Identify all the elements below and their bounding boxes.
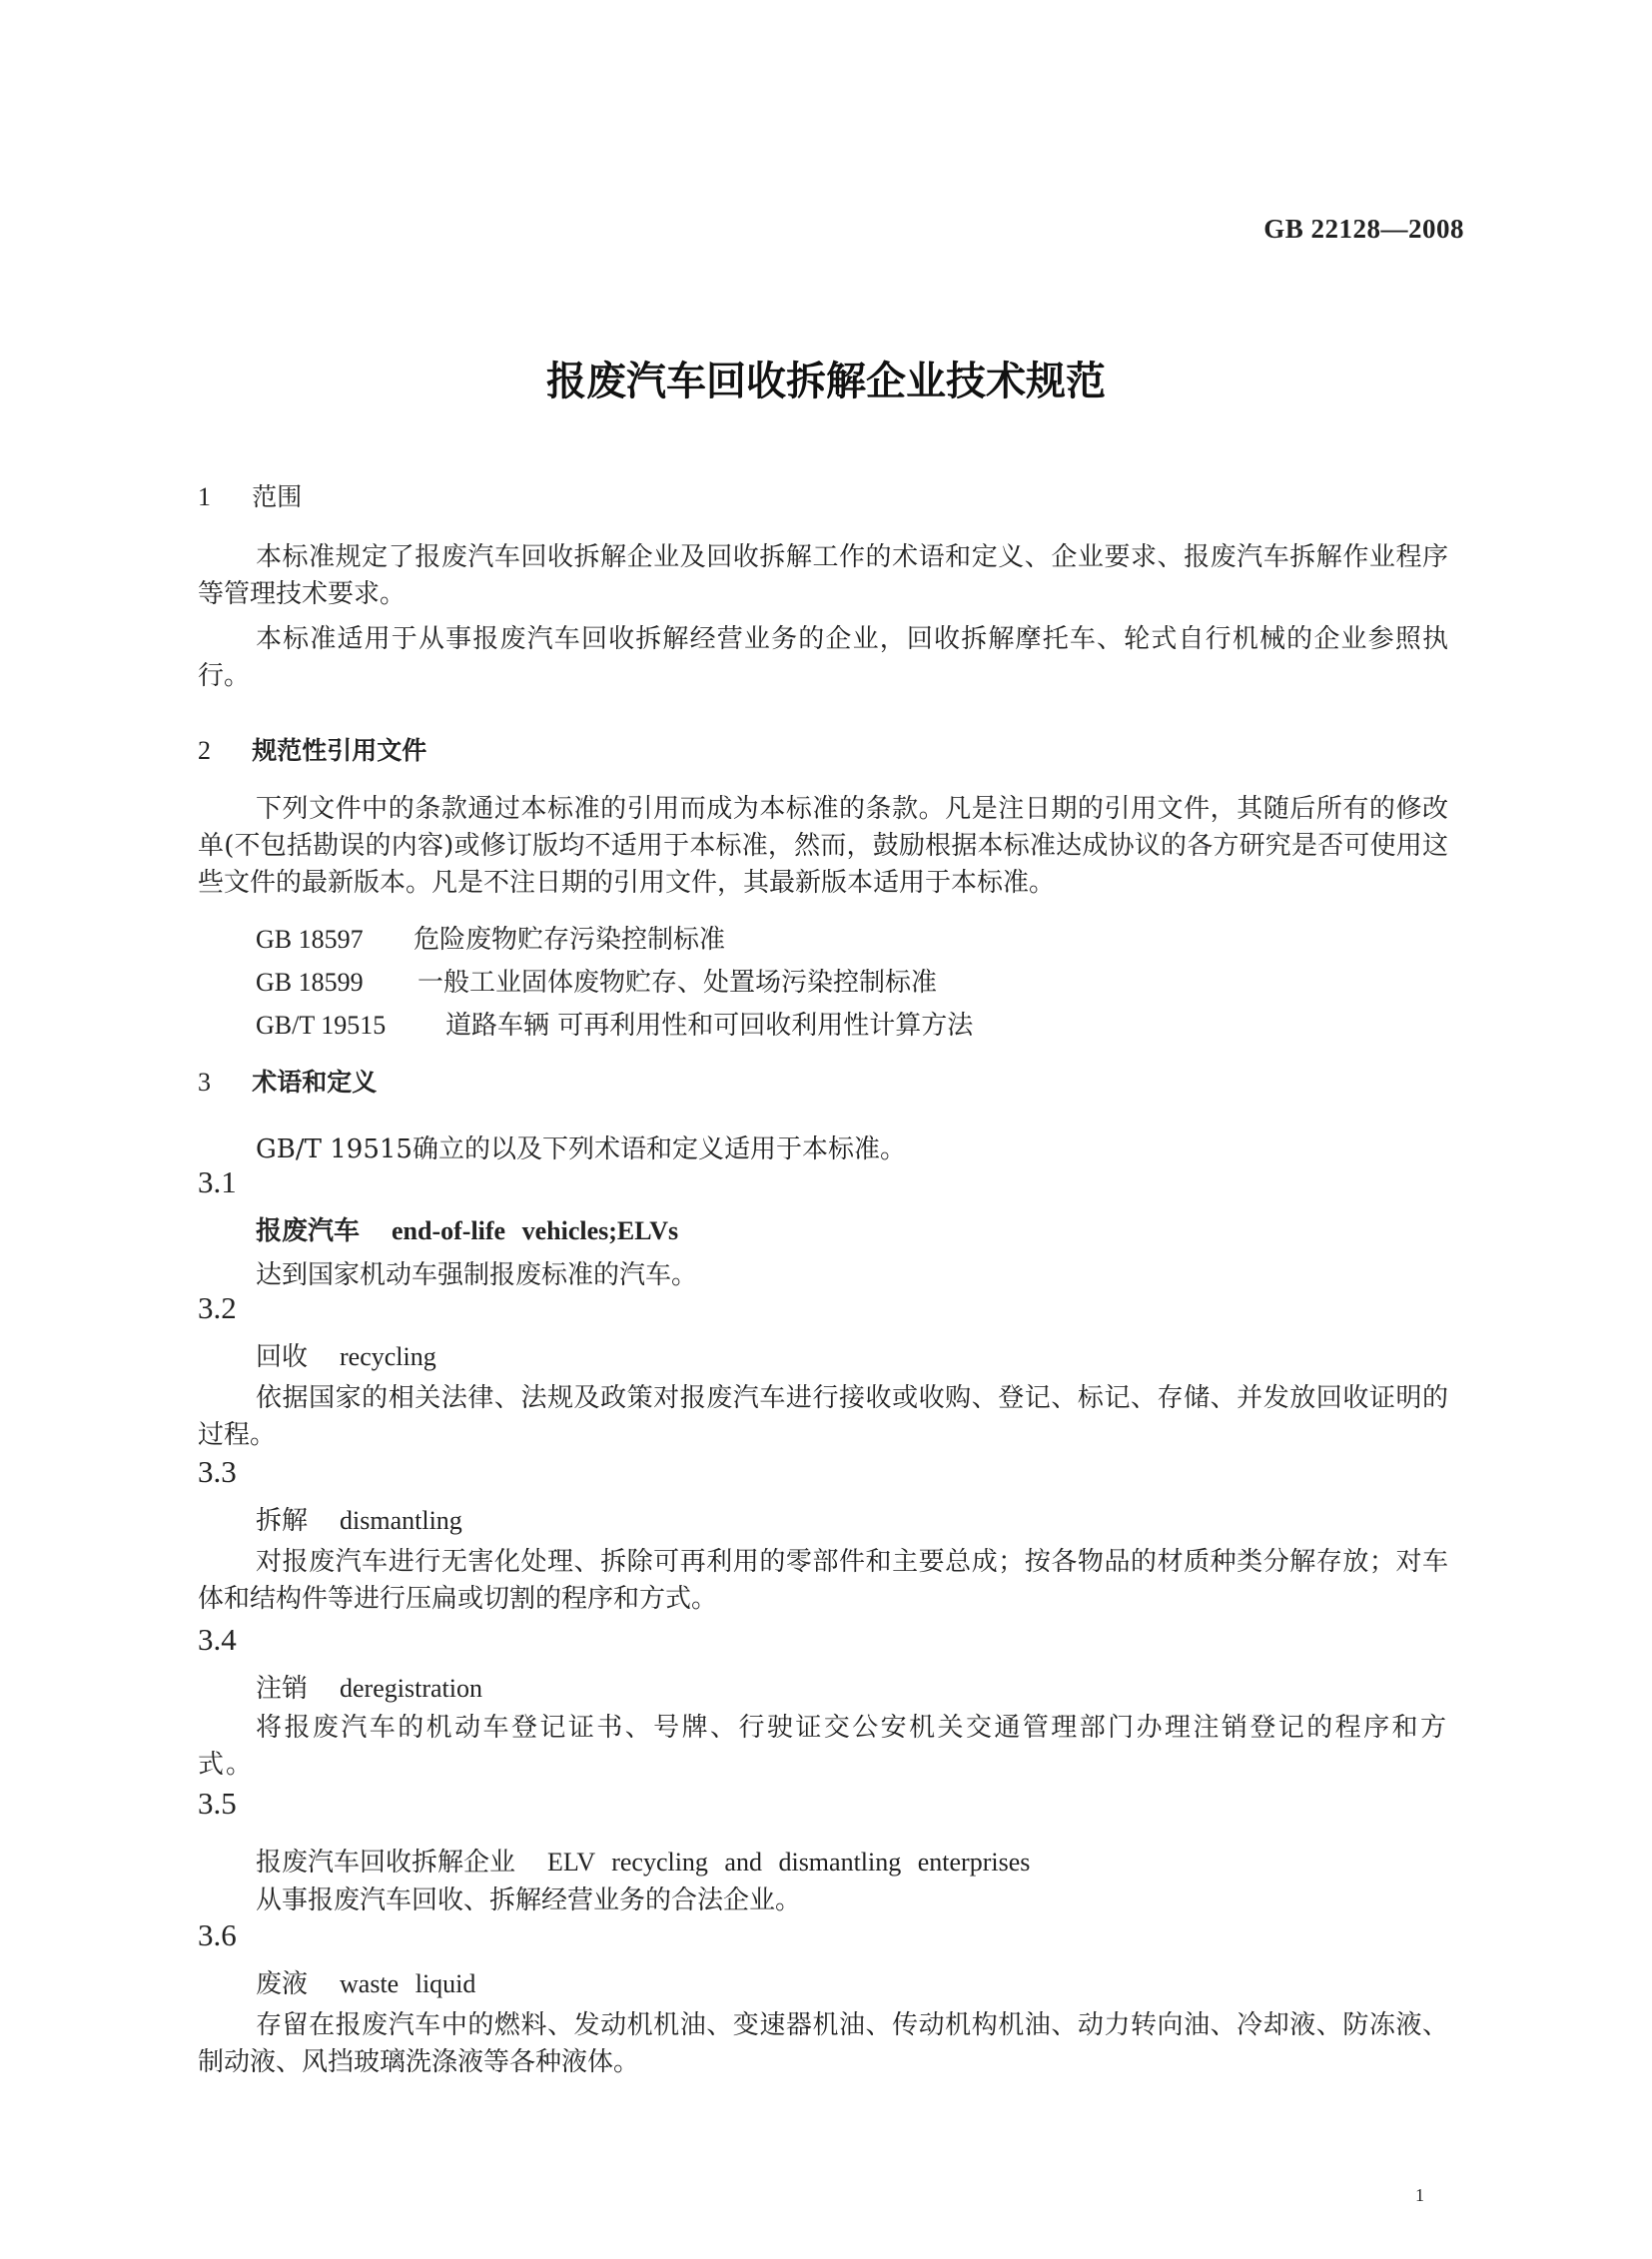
paragraph: 下列文件中的条款通过本标准的引用而成为本标准的条款。凡是注日期的引用文件，其随后所有的修改单(不包括勘误的内容)或修订版均不适用于本标准，然而，鼓励根据本标准达成协议的各方研究是否可使用这些文件的最新版本。凡是不注日期的引用文件，其最新版本适用于本标准。: [198, 794, 1448, 898]
term-definition: 存留在报废汽车中的燃料、发动机机油、变速器机油、传动机构机油、动力转向油、冷却液、防冻液、制动液、风挡玻璃洗涤液等各种液体。: [198, 2010, 1448, 2077]
paragraph: 本标准规定了报废汽车回收拆解企业及回收拆解工作的术语和定义、企业要求、报废汽车拆解作业程序等管理技术要求。: [198, 542, 1448, 609]
term-en: dismantling: [340, 1506, 462, 1535]
terms-intro: GB/T 19515确立的以及下列术语和定义适用于本标准。: [256, 1134, 906, 1164]
section-label: 范围: [252, 482, 303, 511]
term-en: recycling: [340, 1342, 436, 1371]
section-label: 术语和定义: [252, 1068, 378, 1097]
term-number: 3.5: [198, 1786, 237, 1821]
term-heading: [256, 1210, 678, 1247]
term-number: 3.3: [198, 1454, 237, 1489]
section-heading-scope: [198, 477, 302, 513]
term-definition: 从事报废汽车回收、拆解经营业务的合法企业。: [256, 1885, 802, 1915]
term-definition: 达到国家机动车强制报废标准的汽车。: [256, 1260, 698, 1290]
standard-number: GB 22128—2008: [1263, 214, 1464, 244]
reference-item: [256, 1005, 973, 1042]
term-number: 3.2: [198, 1290, 237, 1325]
section-heading-normative-references: [198, 731, 426, 767]
term-en: deregistration: [340, 1674, 482, 1703]
term-zh: 拆解: [256, 1506, 309, 1536]
term-zh: 注销: [256, 1674, 309, 1704]
term-heading: [256, 1500, 462, 1537]
section-number: 2: [198, 736, 211, 765]
term-number: 3.6: [198, 1917, 237, 1952]
reference-code: GB 18597: [256, 925, 364, 954]
section-number: 3: [198, 1068, 211, 1097]
reference-code: GB/T 19515: [256, 1011, 387, 1040]
term-heading: [256, 1668, 482, 1705]
term-heading: [256, 1842, 1030, 1879]
term-heading: [256, 1963, 475, 2000]
reference-code: GB 18599: [256, 968, 364, 997]
term-definition: 对报废汽车进行无害化处理、拆除可再利用的零部件和主要总成；按各物品的材质种类分解存放；对车体和结构件等进行压扁或切割的程序和方式。: [198, 1547, 1448, 1614]
section-number: 1: [198, 482, 211, 511]
term-zh: 废液: [256, 1969, 309, 1999]
paragraph: 本标准适用于从事报废汽车回收拆解经营业务的企业，回收拆解摩托车、轮式自行机械的企业参照执行。: [198, 624, 1448, 691]
term-en: waste liquid: [340, 1969, 476, 1998]
term-number: 3.1: [198, 1164, 237, 1199]
term-definition: 将报废汽车的机动车登记证书、号牌、行驶证交公安机关交通管理部门办理注销登记的程序和方式。: [198, 1713, 1448, 1780]
term-zh: 报废汽车: [256, 1216, 361, 1246]
section-heading-terms-and-definitions: [198, 1063, 377, 1099]
reference-item: [256, 962, 937, 999]
term-en: ELV recycling and dismantling enterprises: [547, 1848, 1031, 1877]
term-zh: 报废汽车回收拆解企业: [256, 1848, 516, 1878]
term-en: end-of-life vehicles;ELVs: [392, 1216, 679, 1245]
reference-title: 一般工业固体废物贮存、处置场污染控制标准: [417, 968, 938, 998]
page-number: 1: [1415, 2185, 1424, 2205]
reference-item: [256, 919, 725, 956]
reference-title: 危险废物贮存污染控制标准: [413, 925, 726, 955]
page-title: 报废汽车回收拆解企业技术规范: [546, 359, 1106, 404]
term-definition: 依据国家的相关法律、法规及政策对报废汽车进行接收或收购、登记、标记、存储、并发放回收证明的过程。: [198, 1383, 1448, 1450]
term-number: 3.4: [198, 1622, 237, 1657]
term-zh: 回收: [256, 1342, 309, 1372]
reference-title: 道路车辆 可再利用性和可回收利用性计算方法: [445, 1011, 974, 1041]
term-heading: [256, 1336, 436, 1373]
section-label: 规范性引用文件: [252, 736, 427, 765]
